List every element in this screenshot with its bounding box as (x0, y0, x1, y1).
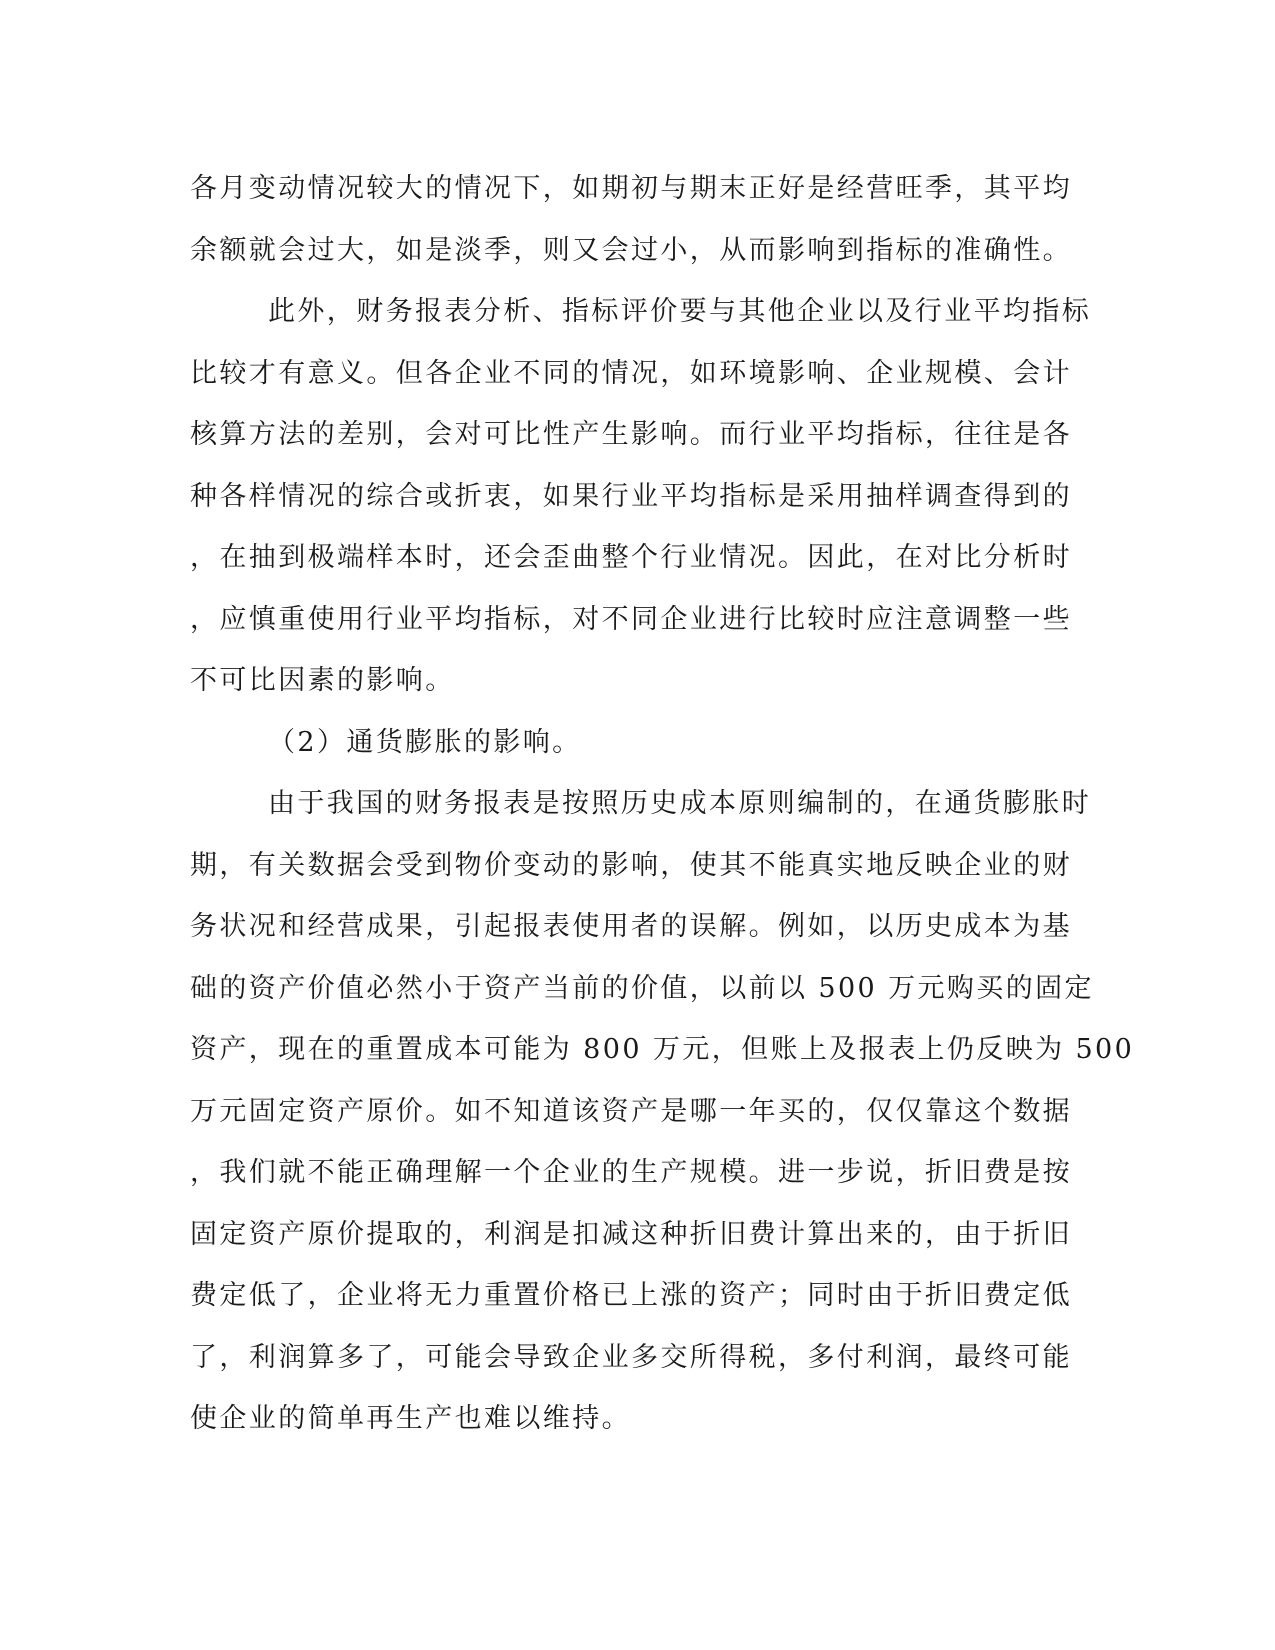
text-line-15: 资产，现在的重置成本可能为 800 万元，但账上及报表上仍反映为 500 (190, 1034, 1135, 1065)
body-text (190, 158, 1135, 1450)
text-line-14: 础的资产价值必然小于资产当前的价值，以前以 500 万元购买的固定 (190, 972, 1094, 1004)
text-line-4: 比较才有意义。但各企业不同的情况，如环境影响、企业规模、会计 (190, 357, 1072, 389)
text-line-8: ，应慎重使用行业平均指标，对不同企业进行比较时应注意调整一些 (190, 603, 1072, 635)
text-line-5: 核算方法的差别，会对可比性产生影响。而行业平均指标，往往是各 (190, 419, 1072, 450)
text-line-21: 使企业的简单再生产也难以维持。 (190, 1403, 631, 1434)
text-line-20: 了，利润算多了，可能会导致企业多交所得税，多付利润，最终可能 (190, 1341, 1072, 1373)
text-line-17: ，我们就不能正确理解一个企业的生产规模。进一步说，折旧费是按 (190, 1157, 1072, 1188)
text-line-18: 固定资产原价提取的，利润是扣减这种折旧费计算出来的，由于折旧 (190, 1218, 1072, 1250)
text-line-7: ，在抽到极端样本时，还会歪曲整个行业情况。因此，在对比分析时 (190, 542, 1072, 573)
text-line-1: 各月变动情况较大的情况下，如期初与期末正好是经营旺季，其平均 (190, 173, 1072, 204)
text-line-19: 费定低了，企业将无力重置价格已上涨的资产；同时由于折旧费定低 (190, 1280, 1072, 1311)
text-line-12: 期，有关数据会受到物价变动的影响，使其不能真实地反映企业的财 (190, 849, 1072, 881)
text-line-13: 务状况和经营成果，引起报表使用者的误解。例如，以历史成本为基 (190, 911, 1072, 942)
text-line-9: 不可比因素的影响。 (190, 665, 455, 696)
text-line-2: 余额就会过大，如是淡季，则又会过小，从而影响到指标的准确性。 (190, 234, 1072, 266)
text-line-16: 万元固定资产原价。如不知道该资产是哪一年买的，仅仅靠这个数据 (190, 1095, 1072, 1127)
text-line-6: 种各样情况的综合或折衷，如果行业平均指标是采用抽样调查得到的 (190, 480, 1072, 512)
section-heading: （2）通货膨胀的影响。 (268, 726, 582, 758)
text-line-3: 此外，财务报表分析、指标评价要与其他企业以及行业平均指标 (268, 296, 1092, 327)
text-line-11: 由于我国的财务报表是按照历史成本原则编制的，在通货膨胀时 (268, 788, 1092, 819)
